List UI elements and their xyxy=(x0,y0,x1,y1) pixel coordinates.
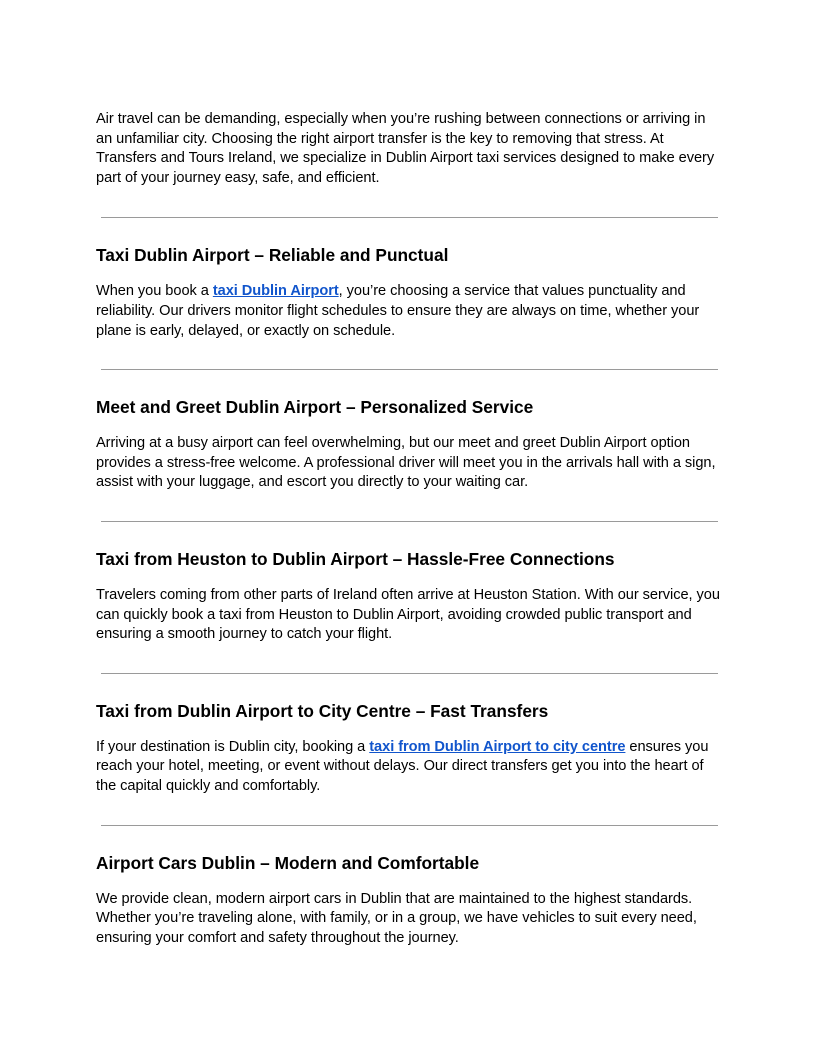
section-paragraph xyxy=(96,738,720,797)
section-airport-cars-dublin xyxy=(96,852,720,949)
section-paragraph: Travelers coming from other parts of Ireland often arrive at Heuston Station. With our service, you can quickly book a taxi from Heuston to Dublin Airport, avoiding crowded public transport and ensuring a smooth journey to catch your flight. xyxy=(96,586,720,643)
section-heading: Taxi Dublin Airport – Reliable and Punctual xyxy=(96,245,449,266)
section-paragraph xyxy=(96,282,720,341)
taxi-airport-to-city-centre-link[interactable]: taxi from Dublin Airport to city centre xyxy=(369,738,626,755)
paragraph-text: ensures you reach your hotel, meeting, or event without delays. Our direct transfers get you into the heart of the capital quickly and comfortably. xyxy=(96,738,709,794)
paragraph-text: When you book a xyxy=(96,283,213,300)
section-paragraph: Arriving at a busy airport can feel overwhelming, but our meet and greet Dublin Airport option provides a stress-free welcome. A professional driver will meet you in the arrivals hall with a sign, assist with your luggage, and escort you directly to your waiting car. xyxy=(96,435,716,491)
section-taxi-from-heuston xyxy=(96,548,720,645)
section-heading: Taxi from Dublin Airport to City Centre – Fast Transfers xyxy=(96,700,549,721)
section-airport-to-city-centre xyxy=(96,700,720,797)
section-paragraph: We provide clean, modern airport cars in Dublin that are maintained to the highest standards. Whether you’re traveling alone, with family, or in a group, we have vehicles to suit every need, ensuring your comfort and safety throughout the journey. xyxy=(96,890,697,946)
intro-paragraph: Air travel can be demanding, especially when you’re rushing between connections or arriving in an unfamiliar city. Choosing the right airport transfer is the key to removing that stress. At Transfers and Tours Ireland, we specialize in Dublin Airport taxi services designed to make every part of your journey easy, safe, and efficient. xyxy=(96,111,715,186)
section-heading: Airport Cars Dublin – Modern and Comfortable xyxy=(96,852,480,873)
taxi-dublin-airport-link[interactable]: taxi Dublin Airport xyxy=(212,283,339,300)
document-page xyxy=(96,110,720,948)
section-heading: Meet and Greet Dublin Airport – Personalized Service xyxy=(96,397,534,418)
section-meet-and-greet xyxy=(96,396,720,493)
paragraph-text: If your destination is Dublin city, booking a xyxy=(96,738,370,755)
paragraph-text: , you’re choosing a service that values punctuality and reliability. Our drivers monitor flight schedules to ensure they are always on time, whether your plane is early, delayed, or exactly on schedule. xyxy=(96,283,700,339)
section-taxi-dublin-airport xyxy=(96,244,720,341)
section-heading: Taxi from Heuston to Dublin Airport – Hassle-Free Connections xyxy=(96,548,615,569)
